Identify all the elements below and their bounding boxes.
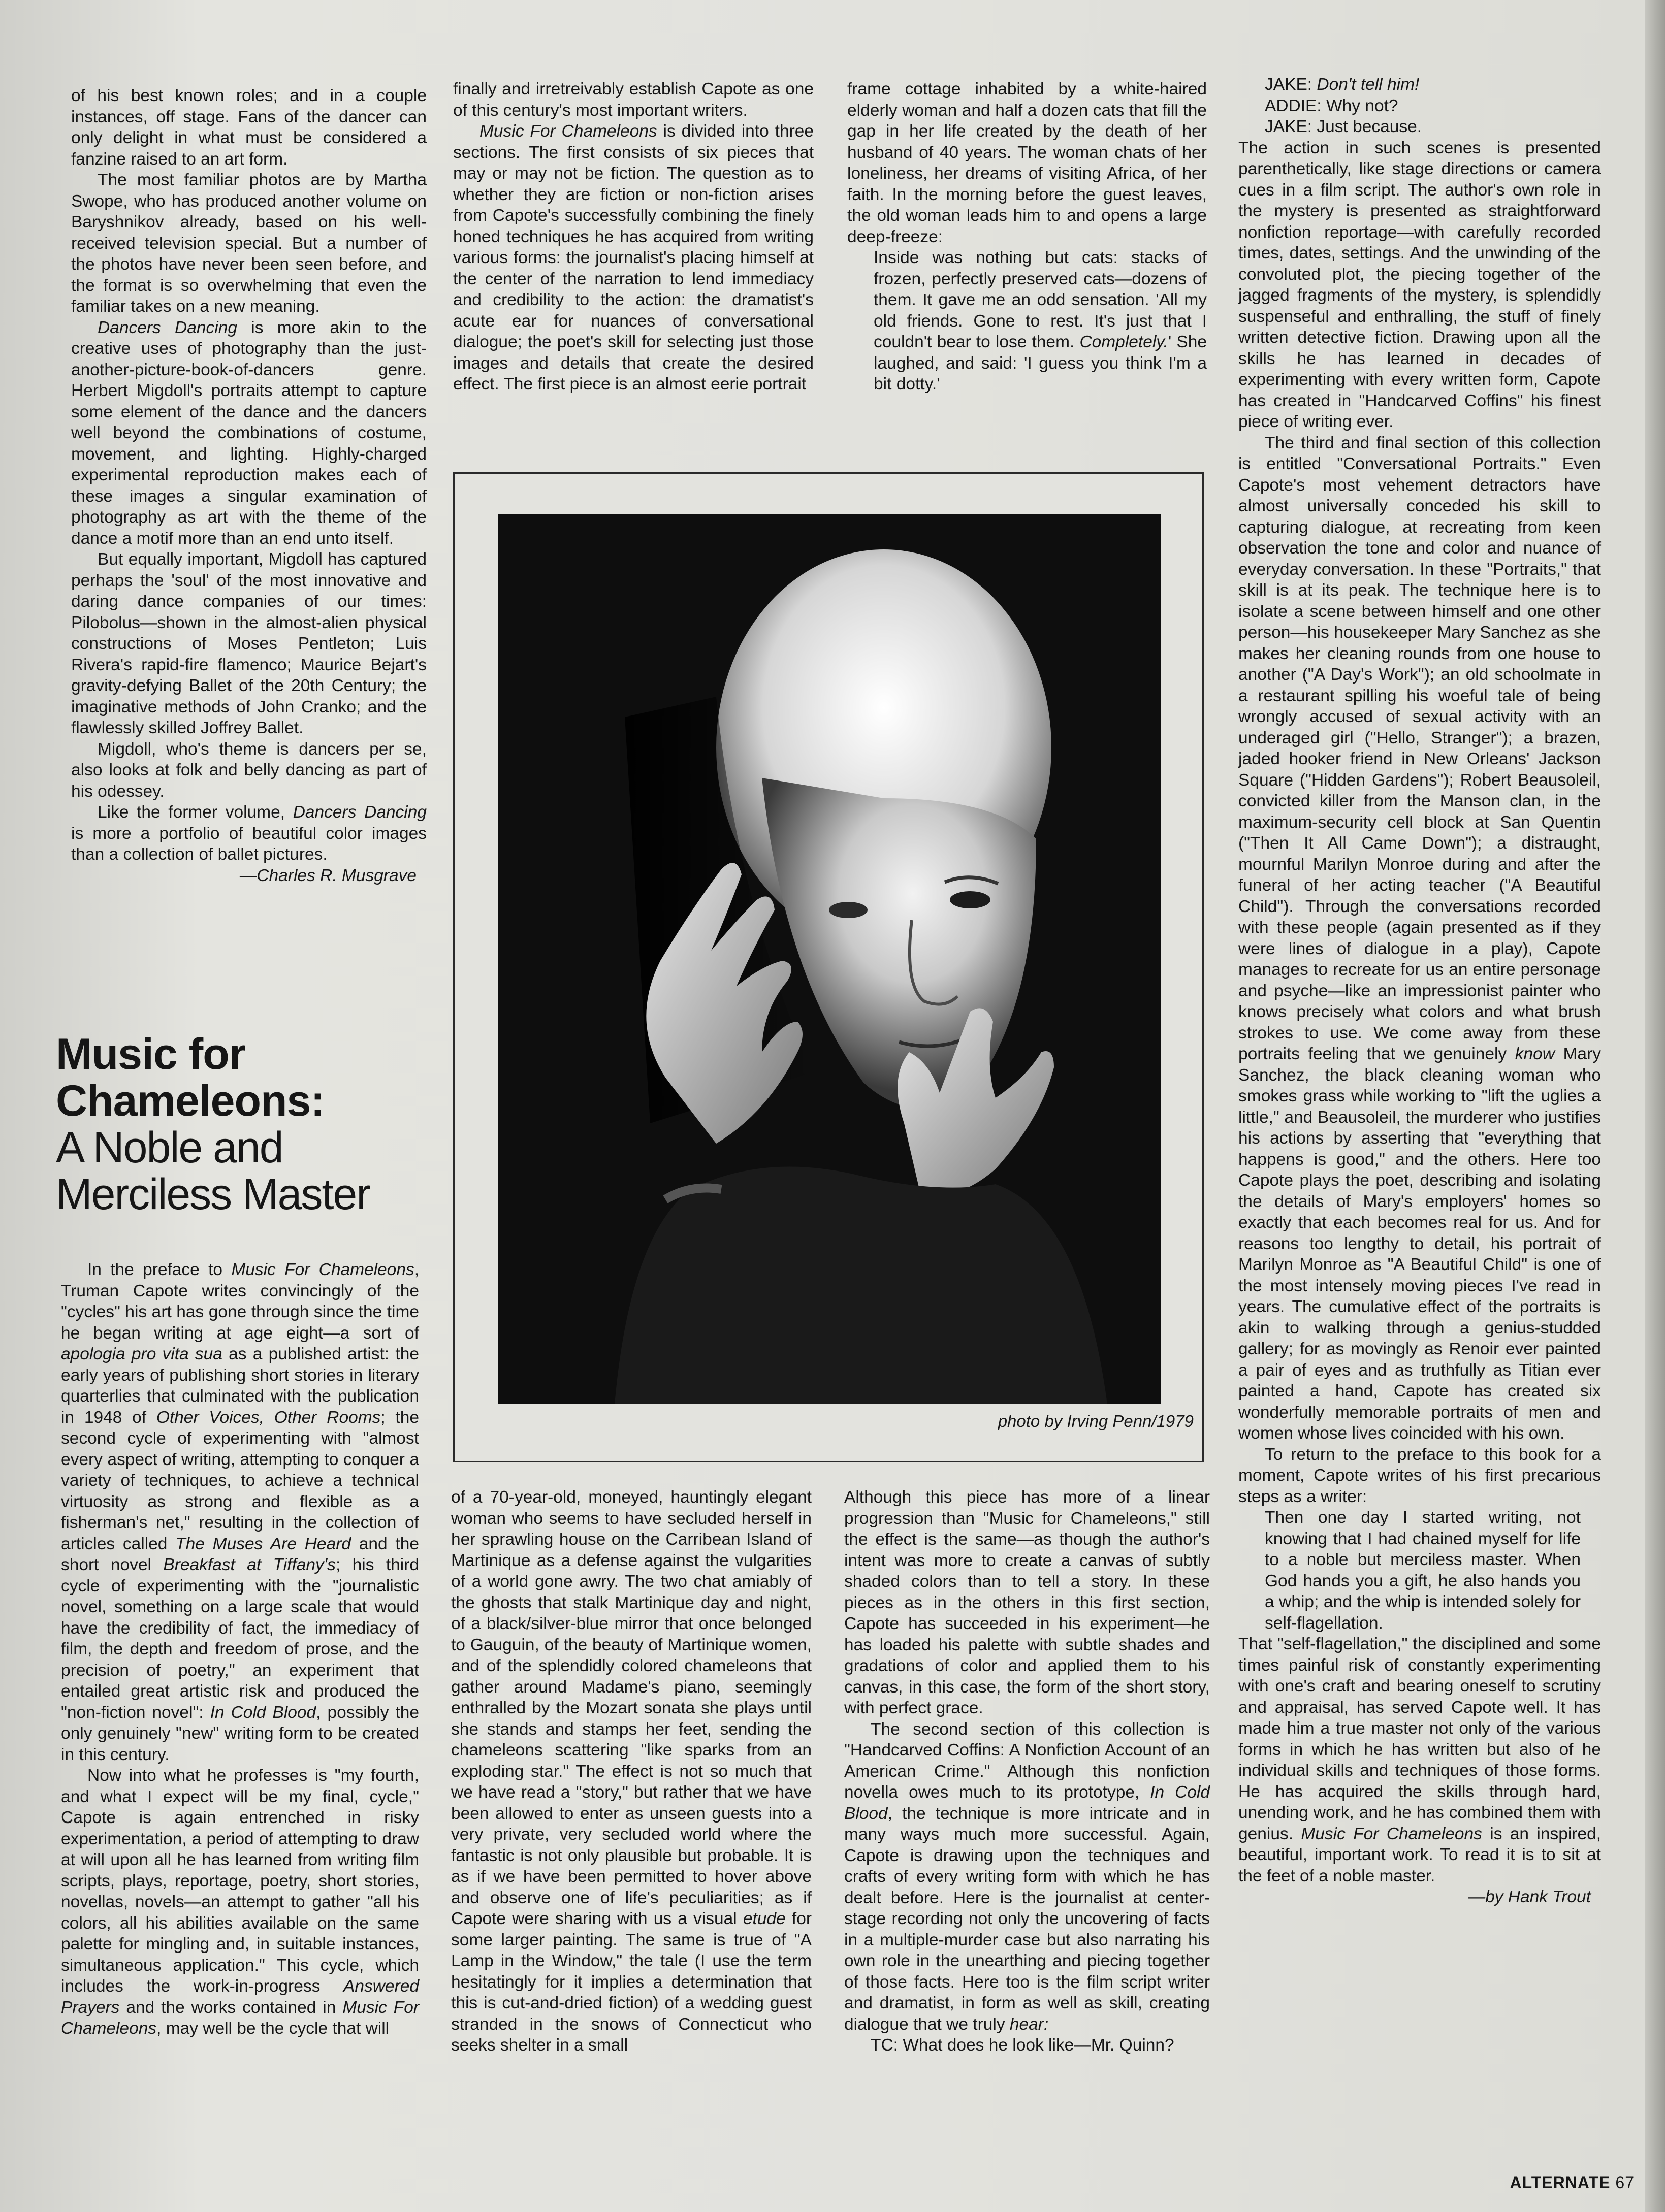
column-3-bottom	[844, 1487, 1210, 2056]
paragraph: of a 70-year-old, moneyed, hauntingly elegant woman who seems to have secluded herself in her sprawling house on the Carribean Island of Martinique as a defense against the vulgarities of a world gone awry. The two chat amiably of the ghosts that stalk Martinique day and night, of a black/silver-blue mirror that once belonged to Gauguin, of the beauty of Martinique women, and of the splendidly colored chameleons that gather around Madame's piano, seemingly enthralled by the Mozart sonata she plays until she stands and stamps her feet, sending the chameleons scattering "like sparks from an exploding star." The effect is not so much that we have read a "story," but rather that we have been allowed to enter as unseen guests into a very private, very secluded world where the fantastic is not only plausible but probable. It is as if we have been permitted to hover above and observe one of life's peculiarities; as if Capote were sharing with us a visual etude for some larger painting. The same is true of "A Lamp in the Window," the tale (I use the term hesitatingly for it implies a determination that this is cut-and-dried fiction) of a wedding guest stranded in the snows of Connecticut who seeks shelter in a small	[451, 1488, 812, 2055]
paragraph: The action in such scenes is presented parenthetically, like stage directions or camera cues in a film script. The author's own role in the mystery is presented as straightforward nonfiction reportage—with carefully recorded times, dates, settings. And the unwinding of the convoluted plot, the piecing together of the jagged fragments of the mystery, is splendidly suspenseful and enthralling, the stuff of finely written detective fiction. Drawing upon all the skills he has learned in decades of experimenting with every written form, Capote has created in "Handcarved Coffins" his finest piece of writing ever.	[1238, 138, 1601, 431]
paragraph: In the preface to Music For Chameleons, Truman Capote writes convincingly of the "cycles" his art has gone through since the time he began writing at age eight—a sort of apologia pro vita sua as a published artist: the early years of publishing short stories in literary quarterlies that culminated with the publication in 1948 of Other Voices, Other Rooms; the second cycle of experimenting with "almost every aspect of writing, attempting to conquer a variety of techniques, to achieve a technical virtuosity as strong and flexible as a fisherman's net," resulting in the collection of articles called The Muses Are Heard and the short novel Breakfast at Tiffany's; his third cycle of experimenting with the "journalistic novel, something on a large scale that would have the credibility of fact, the immediacy of film, the depth and freedom of prose, and the precision of poetry," an experiment that entailed great artistic risk and produced the "non-fiction novel": In Cold Blood, possibly the only genuinely "new" writing form to be created in this century.	[61, 1260, 420, 1764]
column-2-top	[453, 79, 814, 395]
column-4	[1238, 74, 1601, 1908]
paragraph: Although this piece has more of a linear progression than "Music for Chameleons," still the effect is the same—as though the author's intent was more to create a canvas of subtly shaded colors than to tell a story. In these pieces as in the others in this first section, Capote has succeeded in his experiment—he has loaded his palette with subtle shades and gradations of color and applied them to his canvas, in this case, the form of the short story, with perfect grace.	[844, 1488, 1210, 1717]
column-1-top	[71, 85, 427, 886]
headline-line-2: Chameleons:	[56, 1077, 325, 1125]
dialogue-line: TC: What does he look like—Mr. Quinn?	[871, 2036, 1174, 2055]
italic-title: Dancers Dancing	[293, 803, 427, 822]
paragraph: But equally important, Migdoll has captured perhaps the 'soul' of the most innovative and daring dance companies of our times: Pilobolus—shown in the almost-alien physical constructions of Moses Pentleton; Luis Rivera's rapid-fire flamenco; Maurice Bejart's gravity-defying Ballet of the 20th Century; the imaginative methods of John Cranko; and the flawlessly skilled Joffrey Ballet.	[71, 550, 427, 737]
paragraph: The most familiar photos are by Martha Swope, who has produced another volume on Baryshnikov already, based on his well-received television special. But a number of the photos have never been seen before, and the format is so overwhelming that even the familiar takes on a new meaning.	[71, 171, 427, 316]
capote-portrait-photo	[498, 514, 1161, 1404]
paragraph: frame cottage inhabited by a white-haired elderly woman and half a dozen cats that fill the gap in her life created by the death of her husband of 40 years. The woman chats of her loneliness, her dreams of visiting Africa, of her faith. In the morning before the guest leaves, the old woman leads him to and opens a large deep-freeze:	[847, 80, 1207, 246]
page-footer	[1510, 2173, 1635, 2192]
column-1-bottom	[61, 1259, 419, 2039]
paragraph: The third and final section of this collection is entitled "Conversational Portraits." Even Capote's most vehement detractors have almost universally conceded his skill to capturing dialogue, at recreating from keen observation the tone and color and nuance of everyday conversation. In these "Portraits," that skill is at its peak. The technique here is to isolate a scene between himself and one other person—his housekeeper Mary Sanchez as she makes her cleaning rounds from one house to another ("A Day's Work"); an old schoolmate in a restaurant spilling his woeful tale of being wrongly accused of sexual activity with an underaged girl ("Hello, Stranger"); a brazen, jaded hooker friend in New Orleans' Jackson Square ("Hidden Gardens"); Robert Beausoleil, convicted killer from the Manson clan, in the maximum-security cell block at San Quentin ("Then It All Came Down"); a distraught, mournful Marilyn Monroe during and after the funeral of her acting teacher ("A Beautiful Child"). Through the conversations recorded with these people (again presented as if they were lines of dialogue in a play), Capote manages to recreate for us an entire personage and psyche—like an impressionist painter who knows precisely what colors and what brush strokes to use. We come away from these portraits feeling that we genuinely know Mary Sanchez, the black cleaning woman who smokes grass while working to "lift the uglies a little," and Beausoleil, the murderer who justifies his actions by asserting that "everything that happens is good," and the others. Here too Capote plays the poet, describing and isolating the details of Mary's employers' homes so exactly that each becomes real for us. And for reasons too lengthy to detail, his portrait of Marilyn Monroe as "A Beautiful Child" is one of the most intensely moving pieces I've read in years. The cumulative effect of the portraits is akin to walking through a genius-studded gallery; for as movingly as Renoir ever painted a pair of eyes and as truthfully as Titian ever painted a hand, Capote has created six wonderfully memorable portraits of men and women whose lives coincided with his own.	[1238, 433, 1601, 1443]
block-quote: Inside was nothing but cats: stacks of frozen, perfectly preserved cats—dozens of them. It gave me an odd sensation. 'All my old friends. Gone to rest. It's just that I couldn't bear to lose them. Completely.' She laughed, and said: 'I guess you think I'm a bit dotty.'	[874, 248, 1207, 394]
paragraph: finally and irretreivably establish Capote as one of this century's most important writers.	[453, 80, 814, 120]
paragraph: The second section of this collection is "Handcarved Coffins: A Nonfiction Account of an American Crime." Although this nonfiction novella owes much to its prototype, In Cold Blood, the technique is more intricate and in many ways much more successful. Again, Capote is drawing upon the techniques and crafts of every writing form with which he has dealt before. Here is the journalist at center-stage recording not only the uncovering of facts in a multiple-murder case but also narrating his own role in the unearthing and piecing together of those facts. Here too is the film script writer and dramatist, in form as well as skill, creating dialogue that we truly hear:	[844, 1719, 1210, 2034]
portrait-illustration	[498, 514, 1161, 1404]
magazine-name: ALTERNATE	[1510, 2173, 1611, 2192]
paragraph: Migdoll, who's theme is dancers per se, also looks at folk and belly dancing as part of his odessey.	[71, 739, 427, 801]
page-edge-shadow	[1645, 0, 1665, 2212]
dialogue-line: JAKE: Just because.	[1265, 117, 1422, 136]
paragraph: Music For Chameleons is divided into three sections. The first consists of six pieces that may or may not be fiction. The question as to whether they are fiction or non-fiction arises from Capote's successfully combining the finely honed techniques he has acquired from writing various forms: the journalist's placing himself at the center of the narration to lend immediacy and credibility to the action: the dramatist's acute ear for nuances of conversational dialogue; the poet's skill for selecting just those images and details that create the desired effect. The first piece is an almost eerie portrait	[453, 122, 814, 394]
paragraph: Now into what he professes is "my fourth, and what I expect will be my final, cycle," Capote is again entrenched in risky experimentation, a period of attempting to draw at will upon all he has learned from writing film scripts, plays, reportage, poetry, short stories, novellas, novels—an attempt to gather "all his colors, all his abilities available on the same palette for mingling and, in suitable instances, simultaneous application." This cycle, which includes the work-in-progress Answered Prayers and the works contained in Music For Chameleons, may well be the cycle that will	[61, 1766, 419, 2038]
paragraph: Like the former volume, Dancers Dancing is more a portfolio of beautiful color images than a collection of ballet pictures.	[71, 803, 427, 864]
dialogue-line: JAKE: Don't tell him!	[1265, 75, 1420, 94]
paragraph: To return to the preface to this book for a moment, Capote writes of his first precarious steps as a writer:	[1238, 1445, 1601, 1506]
headline-line-4: Merciless Master	[56, 1170, 370, 1219]
article-headline	[56, 1031, 422, 1218]
column-2-bottom	[451, 1487, 812, 2056]
page-number: 67	[1615, 2173, 1635, 2192]
column-3-top	[847, 79, 1207, 395]
photo-credit: photo by Irving Penn/1979	[998, 1412, 1194, 1430]
byline: —by Hank Trout	[1468, 1888, 1591, 1906]
headline-line-3: A Noble and	[56, 1123, 283, 1172]
headline-line-1: Music for	[56, 1030, 246, 1079]
italic-title: Dancers Dancing	[98, 318, 237, 337]
paragraph: Dancers Dancing is more akin to the creative uses of photography than the just-another-picture-book-of-dancers genre. Herbert Migdoll's portraits attempt to capture some element of the dance and the dancers well beyond the combinations of costume, movement, and lighting. Highly-charged experimental reproduction makes each of these images a singular examination of photography as art with the theme of the dance a motif more than an end unto itself.	[71, 318, 427, 548]
paragraph: That "self-flagellation," the disciplined and some times painful risk of constantly experimenting with one's craft and bearing oneself to scrutiny and appraisal, has served Capote well. It has made him a true master not only of the various forms in which he has written but also of he individual skills and techniques of those forms. He has acquired the skills through hard, unending work, and he has combined them with genius. Music For Chameleons is an inspired, beautiful, important work. To read it is to sit at the feet of a noble master.	[1238, 1635, 1602, 1885]
byline: —Charles R. Musgrave	[239, 866, 417, 885]
block-quote: Then one day I started writing, not knowing that I had chained myself for life to a noble but merciless master. When God hands you a gift, he also hands you a whip; and the whip is intended solely for self-flagellation.	[1265, 1508, 1581, 1633]
dialogue-line: ADDIE: Why not?	[1265, 96, 1398, 115]
paragraph: of his best known roles; and in a couple instances, off stage. Fans of the dancer can only delight in what must be considered a fanzine raised to an art form.	[71, 86, 427, 169]
